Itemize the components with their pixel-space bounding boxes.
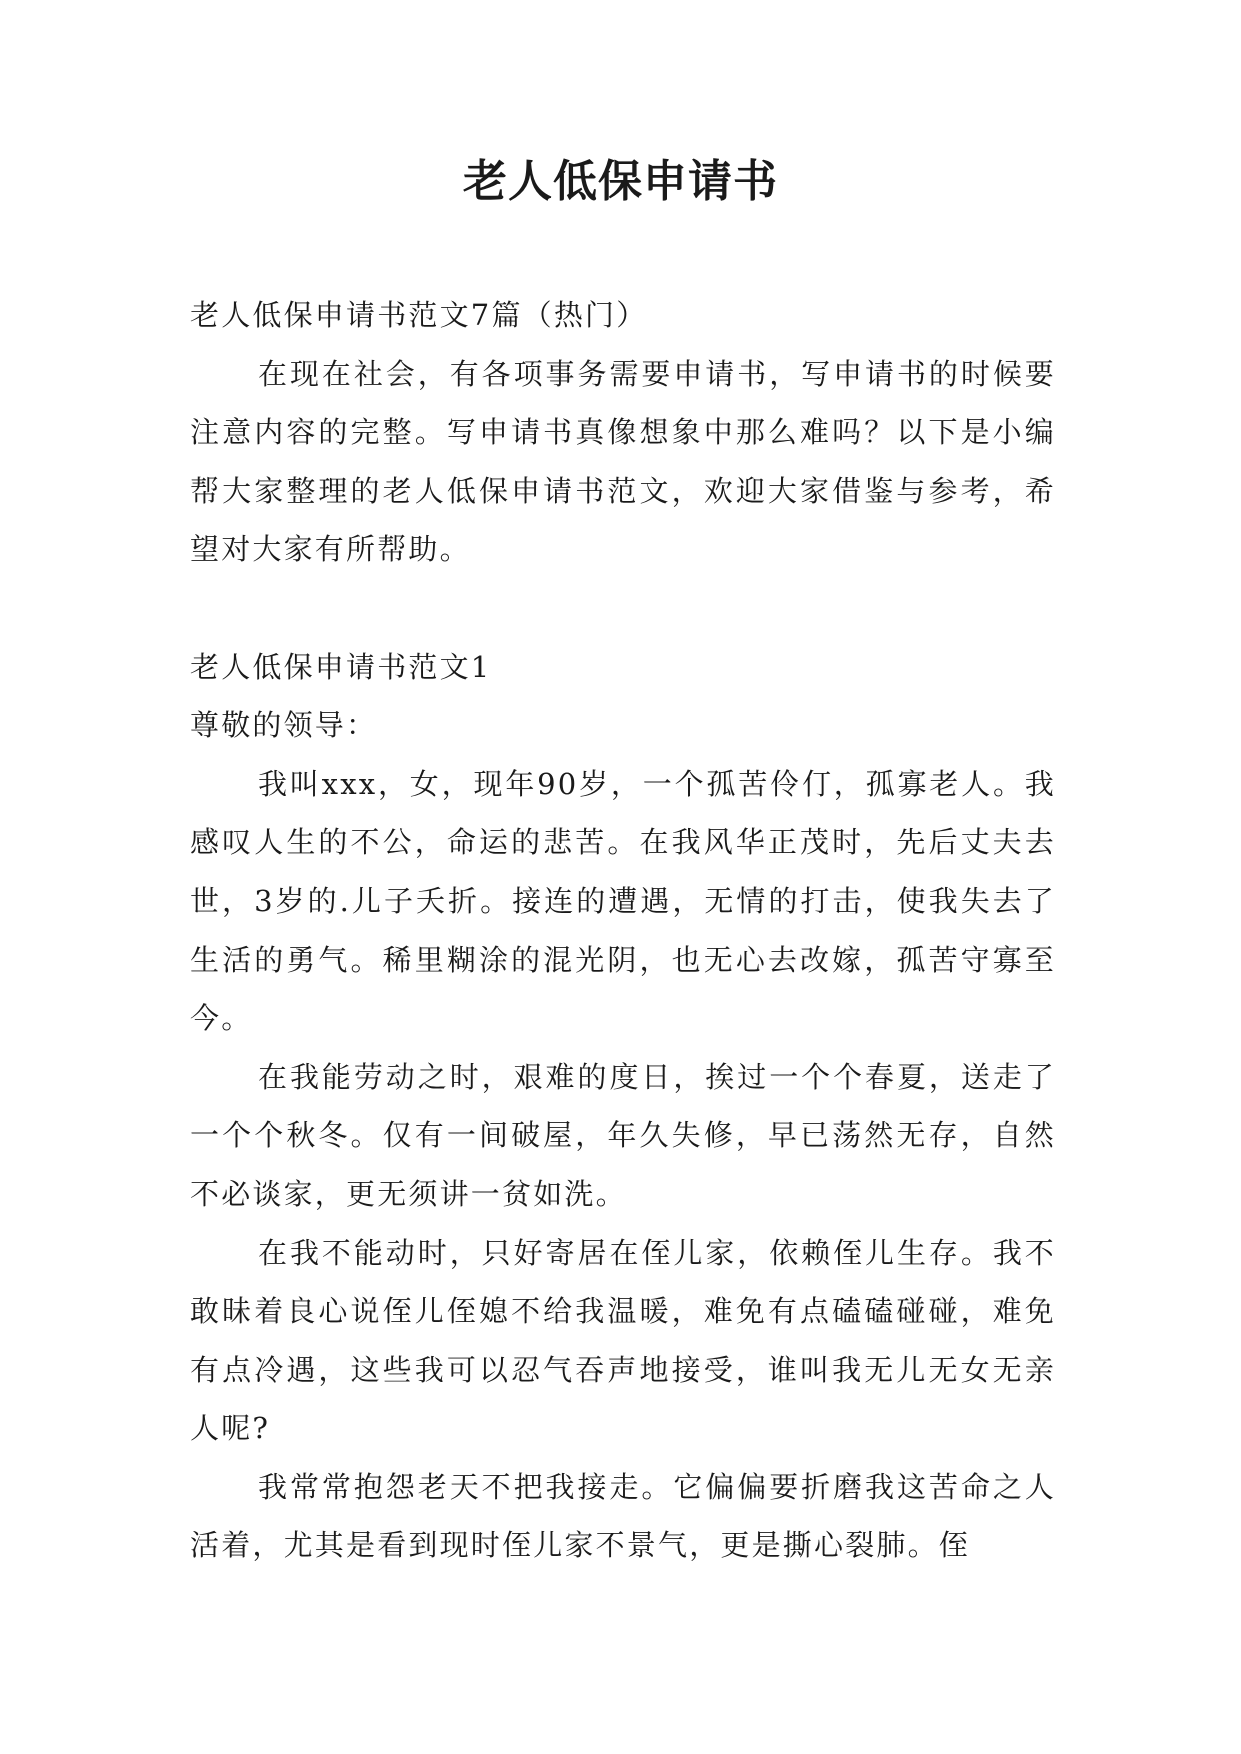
section-heading: 老人低保申请书范文1 [190, 649, 492, 684]
body-paragraph-4: 我常常抱怨老天不把我接走。它偏偏要折磨我这苦命之人活着，尤其是看到现时侄儿家不景气，更是撕心裂肺。侄 [190, 1469, 1056, 1563]
document-title: 老人低保申请书 [463, 156, 778, 207]
salutation: 尊敬的领导： [190, 708, 378, 743]
body-paragraph-3: 在我不能动时，只好寄居在侄儿家，依赖侄儿生存。我不敢昧着良心说侄儿侄媳不给我温暖，难免有点磕磕碰碰，难免有点冷遇，这些我可以忍气吞声地接受，谁叫我无儿无女无亲人呢? [190, 1235, 1056, 1446]
document-body [190, 286, 1056, 1575]
document-subtitle: 老人低保申请书范文7篇（热门） [190, 298, 648, 332]
body-paragraph-2: 在我能劳动之时，艰难的度日，挨过一个个春夏，送走了一个个秋冬。仅有一间破屋，年久失修，早已荡然无存，自然不必谈家，更无须讲一贫如洗。 [190, 1059, 1056, 1211]
blank-line [190, 579, 1056, 638]
body-paragraph-1: 我叫xxx，女，现年90岁，一个孤苦伶仃，孤寡老人。我感叹人生的不公，命运的悲苦。在我风华正茂时，先后丈夫去世，3岁的.儿子夭折。接连的遭遇，无情的打击，使我失去了生活的勇气。稀里糊涂的混光阴，也无心去改嫁，孤苦守寡至今。 [190, 766, 1056, 1036]
intro-paragraph: 在现在社会，有各项事务需要申请书，写申请书的时候要注意内容的完整。写申请书真像想象中那么难吗？以下是小编帮大家整理的老人低保申请书范文，欢迎大家借鉴与参考，希望对大家有所帮助。 [190, 356, 1056, 567]
